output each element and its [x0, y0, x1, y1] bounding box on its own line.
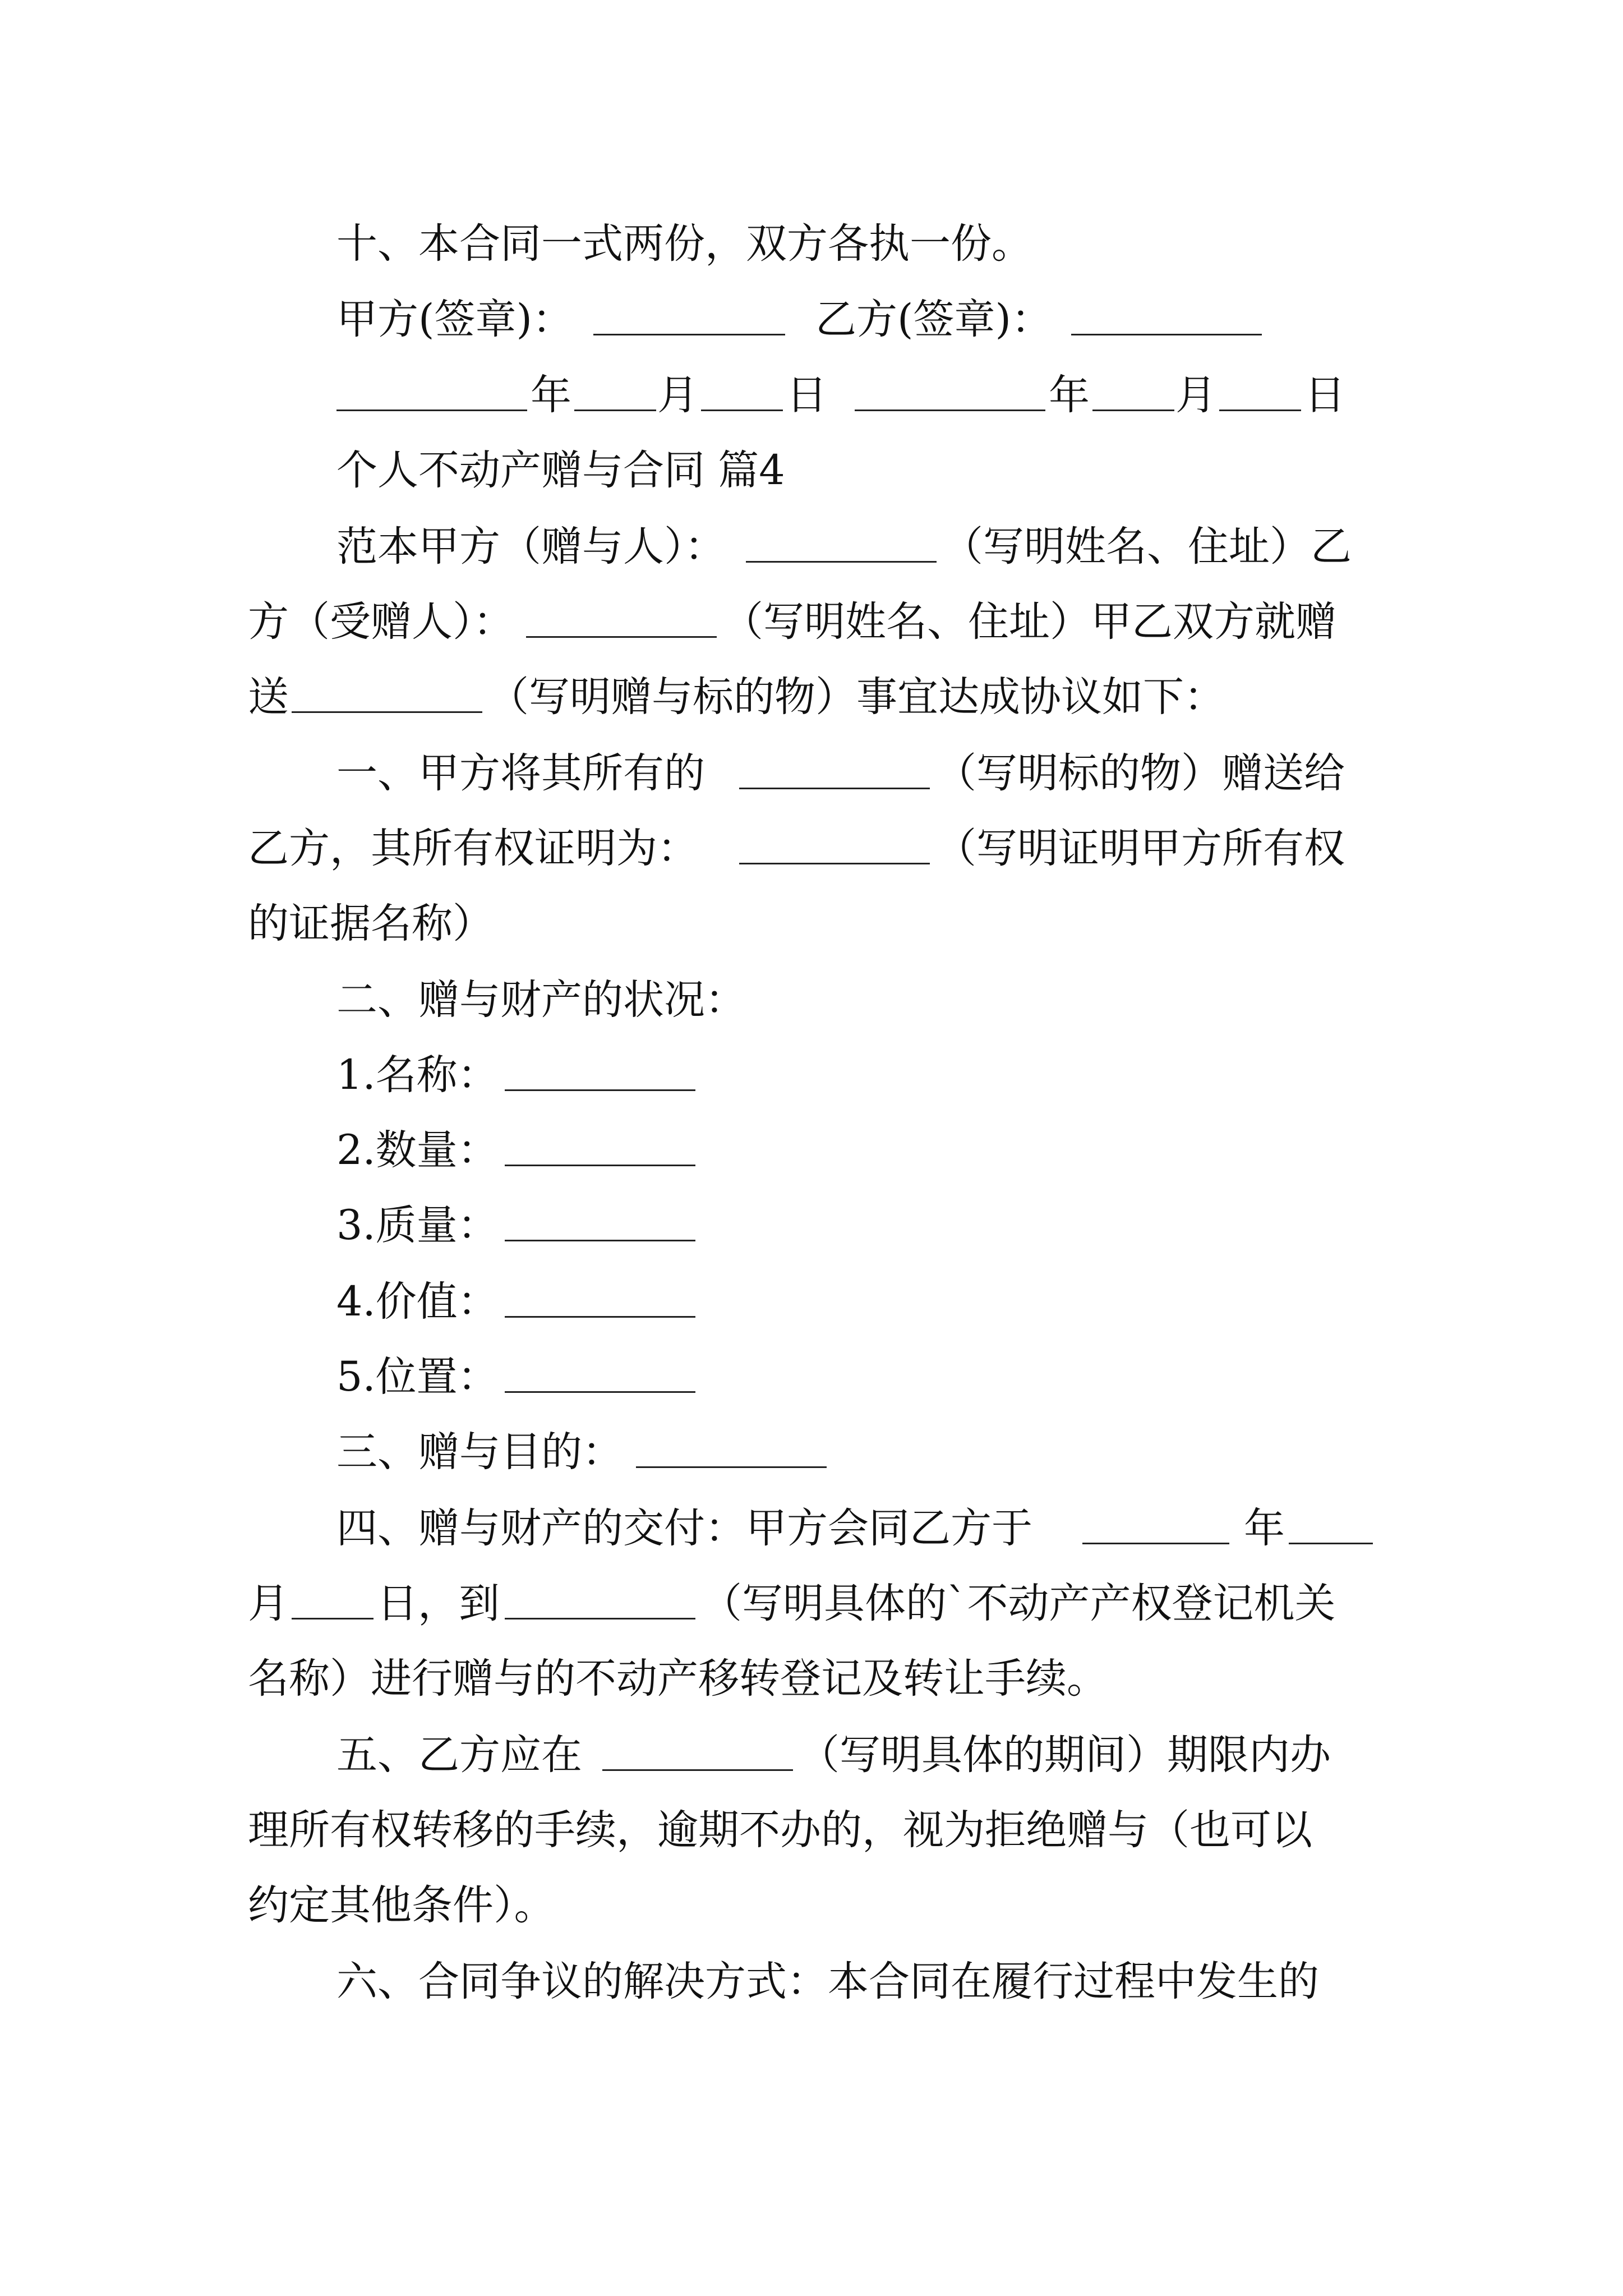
party-a-sign-blank[interactable]	[593, 334, 785, 335]
period-blank[interactable]	[602, 1769, 793, 1771]
date-b-year: 年	[1049, 371, 1090, 419]
clause-ten	[0, 213, 1623, 275]
date-b-day-blank[interactable]	[1219, 409, 1301, 411]
date-a-day-blank[interactable]	[701, 409, 783, 411]
clause-ten-text: 十、本合同一式两份，双方各执一份。	[336, 220, 1032, 268]
preamble-text-a: 范本甲方（赠与人）：	[336, 523, 726, 570]
gift-item-blank[interactable]	[739, 788, 930, 789]
date-b-month-blank[interactable]	[1092, 409, 1174, 411]
date-a-year-blank[interactable]	[336, 409, 527, 411]
preamble-line-2	[0, 591, 1623, 653]
item-value-blank[interactable]	[505, 1316, 695, 1318]
item-name-blank[interactable]	[505, 1089, 695, 1091]
item-quantity-blank[interactable]	[505, 1165, 695, 1166]
clause-five-text-d: 约定其他条件）。	[248, 1881, 555, 1929]
section-heading	[0, 440, 1623, 501]
preamble-text-e: 送	[248, 673, 289, 721]
item-location-blank[interactable]	[505, 1391, 695, 1393]
clause-four-text-d: 名称）进行赠与的不动产移转登记及转让手续。	[248, 1655, 1108, 1703]
clause-three	[0, 1421, 1623, 1483]
clause-four-text-a: 四、赠与财产的交付：甲方会同乙方于	[336, 1504, 1032, 1552]
date-b-month: 月	[1175, 371, 1216, 419]
item-quantity	[0, 1120, 1623, 1181]
date-a-year: 年	[531, 371, 571, 419]
clause-five-line-2	[0, 1800, 1623, 1861]
item-quality	[0, 1195, 1623, 1257]
delivery-year-blank[interactable]	[1082, 1543, 1229, 1544]
clause-one-text-b: （写明标的物）赠送给	[935, 749, 1345, 797]
ownership-proof-blank[interactable]	[739, 863, 930, 864]
delivery-month-label: 月	[248, 1580, 289, 1627]
clause-four-text-c: （写明具体的`不动产产权登记机关	[701, 1580, 1336, 1627]
clause-six-text-a: 六、合同争议的解决方式：本合同在履行过程中发生的	[336, 1958, 1319, 2005]
clause-one-text-a: 一、甲方将其所有的	[336, 749, 705, 797]
subject-blank[interactable]	[292, 711, 482, 713]
preamble-text-c: 方（受赠人）：	[248, 598, 514, 646]
item-value-label: 4.价值：	[336, 1278, 499, 1326]
clause-one-line-1	[0, 743, 1623, 804]
item-name	[0, 1045, 1623, 1106]
preamble-text-d: （写明姓名、住址）甲乙双方就赠	[722, 598, 1336, 646]
clause-two-title	[0, 969, 1623, 1031]
preamble-text-b: （写明姓名、住址）乙	[942, 523, 1352, 570]
clause-one-text-c: 乙方，其所有权证明为：	[248, 825, 698, 872]
date-a-month-blank[interactable]	[574, 409, 656, 411]
clause-two-text: 二、赠与财产的状况：	[336, 976, 746, 1024]
clause-one-text-e: 的证据名称）	[248, 900, 494, 947]
item-value	[0, 1271, 1623, 1333]
party-a-sign-label: 甲方(签章)：	[336, 296, 573, 343]
party-b-sign-label: 乙方(签章)：	[815, 296, 1052, 343]
date-line	[0, 365, 1623, 426]
donor-blank[interactable]	[746, 561, 937, 563]
clause-five-text-a: 五、乙方应在	[336, 1731, 582, 1779]
date-b-day: 日	[1304, 371, 1345, 419]
registry-blank[interactable]	[505, 1618, 695, 1619]
clause-five-text-c: 理所有权转移的手续，逾期不办的，视为拒绝赠与（也可以	[248, 1806, 1312, 1854]
preamble-line-3	[0, 666, 1623, 728]
item-quantity-label: 2.数量：	[336, 1126, 499, 1174]
date-b-year-blank[interactable]	[855, 409, 1045, 411]
date-a-month: 月	[657, 371, 698, 419]
donee-blank[interactable]	[526, 636, 717, 638]
heading-text: 个人不动产赠与合同 篇4	[336, 447, 785, 494]
party-b-sign-blank[interactable]	[1071, 334, 1262, 335]
item-quality-blank[interactable]	[505, 1240, 695, 1241]
signature-line	[0, 289, 1623, 351]
clause-four-text-b: 日，到	[377, 1580, 500, 1627]
date-a-day: 日	[786, 371, 827, 419]
clause-four-line-2	[0, 1573, 1623, 1635]
clause-one-line-2	[0, 818, 1623, 880]
preamble-text-f: （写明赠与标的物）事宜达成协议如下：	[488, 673, 1225, 721]
clause-five-line-1	[0, 1724, 1623, 1786]
clause-one-line-3	[0, 893, 1623, 955]
clause-six-line-1	[0, 1951, 1623, 2013]
clause-one-text-d: （写明证明甲方所有权	[935, 825, 1345, 872]
delivery-month-blank[interactable]	[1289, 1543, 1373, 1544]
delivery-year-label: 年	[1244, 1504, 1285, 1552]
item-quality-label: 3.质量：	[336, 1202, 499, 1249]
clause-three-label: 三、赠与目的：	[336, 1428, 623, 1476]
purpose-blank[interactable]	[636, 1466, 827, 1468]
preamble-line-1	[0, 516, 1623, 578]
delivery-day-blank[interactable]	[292, 1618, 374, 1619]
clause-four-line-3	[0, 1648, 1623, 1710]
clause-five-text-b: （写明具体的期间）期限内办	[799, 1731, 1331, 1779]
item-location-label: 5.位置：	[336, 1353, 499, 1401]
item-name-label: 1.名称：	[336, 1051, 499, 1099]
item-location	[0, 1346, 1623, 1408]
clause-five-line-3	[0, 1875, 1623, 1936]
clause-four-line-1	[0, 1498, 1623, 1559]
